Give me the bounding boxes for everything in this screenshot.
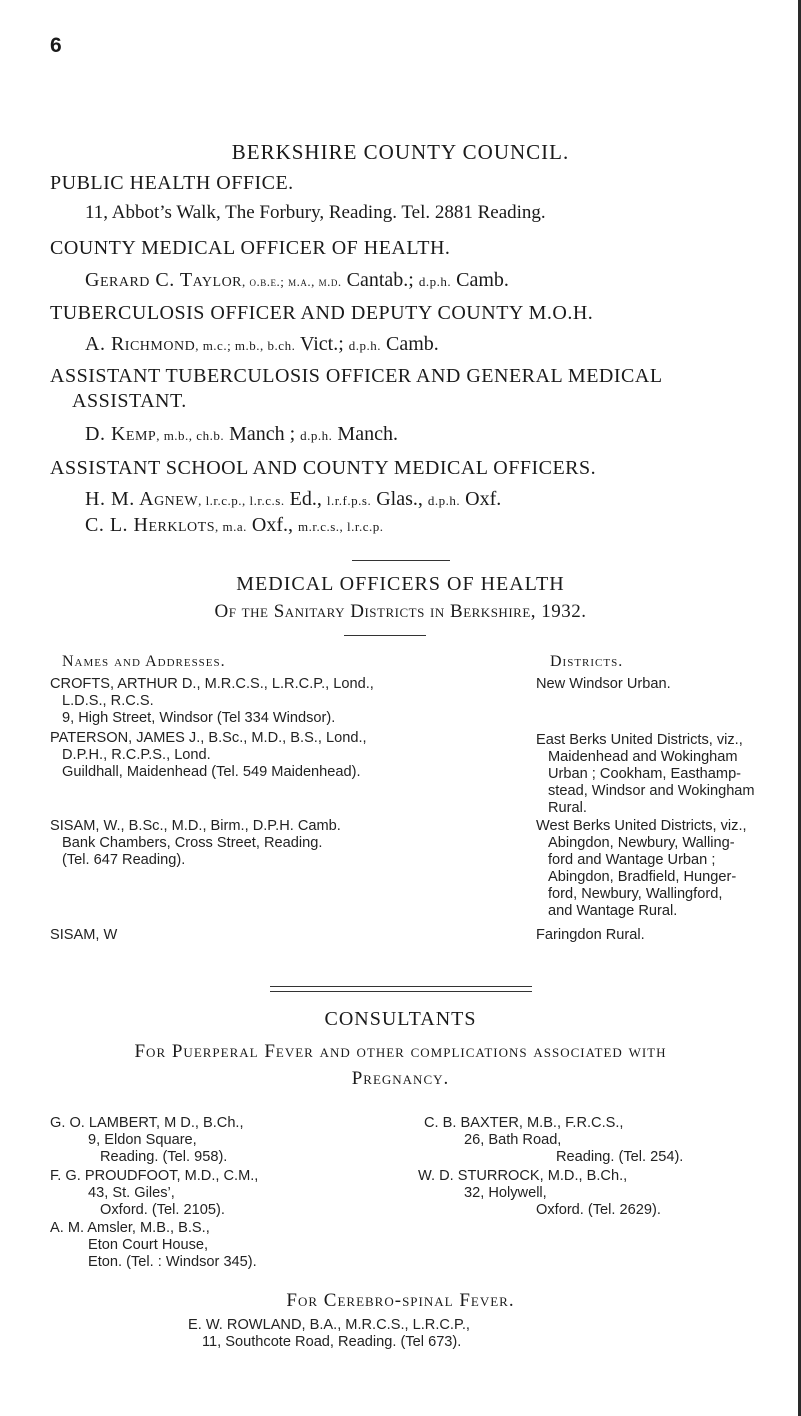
consultant-line: Reading. (Tel. 958). <box>100 1149 228 1165</box>
consultant-line: Eton. (Tel. : Windsor 345). <box>88 1254 257 1270</box>
school-officer-2-quals-a: , m.a. <box>215 519 247 534</box>
district-paterson <box>536 732 755 817</box>
district-line: Maidenhead and Wokingham <box>548 749 738 765</box>
entry-line: Guildhall, Maidenhead (Tel. 549 Maidenhead). <box>62 764 361 780</box>
consultant-line: G. O. LAMBERT, M D., B.Ch., <box>50 1115 244 1131</box>
entry-line: SISAM, W., B.Sc., M.D., Birm., D.P.H. Camb. <box>50 818 341 834</box>
double-rule-bottom <box>270 991 532 992</box>
consultant-sturrock <box>418 1168 661 1219</box>
assistant-tb-quals: , m.b., ch.b. <box>156 428 225 443</box>
consultant-line: Eton Court House, <box>88 1237 209 1253</box>
school-officer-1-quals-e: d.p.h. <box>427 493 461 508</box>
puerperal-heading-line1: For Puerperal Fever and other complications associated with <box>134 1041 667 1062</box>
consultant-line: 26, Bath Road, <box>464 1132 562 1148</box>
consultant-line: 43, St. Giles’, <box>88 1185 175 1201</box>
district-line: New Windsor Urban. <box>536 676 671 692</box>
consultant-line: A. M. Amsler, M.B., B.S., <box>50 1220 210 1236</box>
district-line: Urban ; Cookham, Easthamp- <box>548 766 742 782</box>
district-line: Abingdon, Bradfield, Hunger- <box>548 869 737 885</box>
tb-officer-name: A. Richmond <box>85 333 196 355</box>
district-line: Rural. <box>548 800 587 816</box>
assistant-tb-entry <box>85 423 398 446</box>
tb-officer-quals-plain: Vict.; <box>295 333 349 355</box>
district-line: Abingdon, Newbury, Walling- <box>548 835 735 851</box>
assistant-tb-name: D. Kemp <box>85 423 157 445</box>
double-rule-top <box>270 986 532 987</box>
district-crofts <box>536 676 671 693</box>
entry-line: L.D.S., R.C.S. <box>62 693 154 709</box>
consultant-line: C. B. BAXTER, M.B., F.R.C.S., <box>424 1115 624 1131</box>
council-title: BERKSHIRE COUNTY COUNCIL. <box>231 140 570 164</box>
entry-line: PATERSON, JAMES J., B.Sc., M.D., B.S., Lond., <box>50 730 367 746</box>
puerperal-heading-line2: Pregnancy. <box>351 1068 450 1089</box>
entry-line: SISAM, W <box>50 927 118 943</box>
cmoh-quals-plain: Cantab.; <box>341 269 419 291</box>
cmoh-quals: , o.b.e.; m.a., m.d. <box>242 274 342 289</box>
cmoh-name: Gerard C. Taylor <box>85 269 243 291</box>
district-line: East Berks United Districts, viz., <box>536 732 743 748</box>
entry-line: 9, High Street, Windsor (Tel 334 Windsor). <box>62 710 336 726</box>
school-officer-2-quals-b: Oxf., <box>246 514 298 536</box>
consultant-line: 32, Holywell, <box>464 1185 547 1201</box>
district-line: stead, Windsor and Wokingham <box>548 783 755 799</box>
cmoh-heading: COUNTY MEDICAL OFFICER OF HEALTH. <box>50 237 451 259</box>
entry-line: Bank Chambers, Cross Street, Reading. <box>62 835 323 851</box>
col-head-names: Names and Addresses. <box>62 653 226 670</box>
school-officer-1-quals-c: l.r.f.p.s. <box>326 493 372 508</box>
school-officer-1-name: H. M. Agnew <box>85 488 199 510</box>
moh-entry-sisam <box>50 818 341 869</box>
consultant-line: Oxford. (Tel. 2105). <box>100 1202 225 1218</box>
consultant-line: Oxford. (Tel. 2629). <box>536 1202 661 1218</box>
district-line: ford and Wantage Urban ; <box>548 852 716 868</box>
moh-subtitle: Of the Sanitary Districts in Berkshire, 1932. <box>214 601 587 622</box>
school-officer-1 <box>85 488 501 511</box>
school-officer-2-quals-c: m.r.c.s., l.r.c.p. <box>298 519 384 534</box>
tb-officer-dph-place: Camb. <box>381 333 439 355</box>
school-officer-1-quals-d: Glas., <box>371 488 428 510</box>
divider-rule-short <box>344 635 426 636</box>
district-sisam <box>536 818 747 920</box>
entry-line: D.P.H., R.C.P.S., Lond. <box>62 747 211 763</box>
district-line: Faringdon Rural. <box>536 927 645 943</box>
consultant-lambert <box>50 1115 244 1166</box>
school-officer-1-quals-a: , l.r.c.p., l.r.c.s. <box>198 493 285 508</box>
consultant-amsler <box>50 1220 257 1271</box>
cerebro-spinal-heading: For Cerebro-spinal Fever. <box>286 1290 515 1311</box>
consultant-line: E. W. ROWLAND, B.A., M.R.C.S., L.R.C.P., <box>188 1317 470 1333</box>
entry-line: (Tel. 647 Reading). <box>62 852 186 868</box>
cmoh-entry <box>85 269 509 292</box>
school-officer-1-quals-b: Ed., <box>284 488 327 510</box>
page-number: 6 <box>50 34 62 57</box>
assistant-tb-dph: d.p.h. <box>300 428 333 443</box>
col-head-districts: Districts. <box>550 653 624 670</box>
assistant-tb-heading-line1: ASSISTANT TUBERCULOSIS OFFICER AND GENERAL MEDICAL <box>50 365 663 387</box>
office-address: 11, Abbot’s Walk, The Forbury, Reading. Tel. 2881 Reading. <box>85 202 546 223</box>
tb-officer-entry <box>85 333 439 356</box>
cmoh-dph: d.p.h. <box>418 274 452 289</box>
consultant-baxter <box>424 1115 683 1166</box>
consultant-line: W. D. STURROCK, M.D., B.Ch., <box>418 1168 628 1184</box>
school-officer-2-name: C. L. Herklots <box>85 514 215 536</box>
consultant-line: 11, Southcote Road, Reading. (Tel 673). <box>202 1334 462 1350</box>
consultant-line: Reading. (Tel. 254). <box>556 1149 684 1165</box>
cmoh-dph-place: Camb. <box>451 269 509 291</box>
tb-officer-dph: d.p.h. <box>348 338 382 353</box>
moh-entry-sisam-2 <box>50 927 117 944</box>
divider-rule <box>352 560 450 561</box>
public-health-office-heading: PUBLIC HEALTH OFFICE. <box>50 172 294 194</box>
district-line: West Berks United Districts, viz., <box>536 818 747 834</box>
assistant-tb-quals-plain: Manch ; <box>224 423 301 445</box>
tb-officer-heading: TUBERCULOSIS OFFICER AND DEPUTY COUNTY M.O.H. <box>50 302 594 324</box>
assistant-tb-heading-line2: ASSISTANT. <box>72 390 187 412</box>
consultant-line: 9, Eldon Square, <box>88 1132 197 1148</box>
district-line: and Wantage Rural. <box>548 903 678 919</box>
moh-title: MEDICAL OFFICERS OF HEALTH <box>236 573 565 595</box>
entry-line: CROFTS, ARTHUR D., M.R.C.S., L.R.C.P., Lond., <box>50 676 374 692</box>
consultant-line: F. G. PROUDFOOT, M.D., C.M., <box>50 1168 259 1184</box>
tb-officer-quals: , m.c.; m.b., b.ch. <box>195 338 296 353</box>
consultant-proudfoot <box>50 1168 258 1219</box>
school-officers-heading: ASSISTANT SCHOOL AND COUNTY MEDICAL OFFICERS. <box>50 457 597 479</box>
moh-entry-paterson <box>50 730 367 781</box>
school-officer-2 <box>85 514 384 537</box>
consultants-title: CONSULTANTS <box>324 1008 477 1030</box>
consultant-rowland <box>188 1317 470 1351</box>
district-sisam-2 <box>536 927 645 944</box>
district-line: ford, Newbury, Wallingford, <box>548 886 723 902</box>
moh-entry-crofts <box>50 676 374 727</box>
assistant-tb-dph-place: Manch. <box>332 423 398 445</box>
school-officer-1-quals-f: Oxf. <box>460 488 502 510</box>
